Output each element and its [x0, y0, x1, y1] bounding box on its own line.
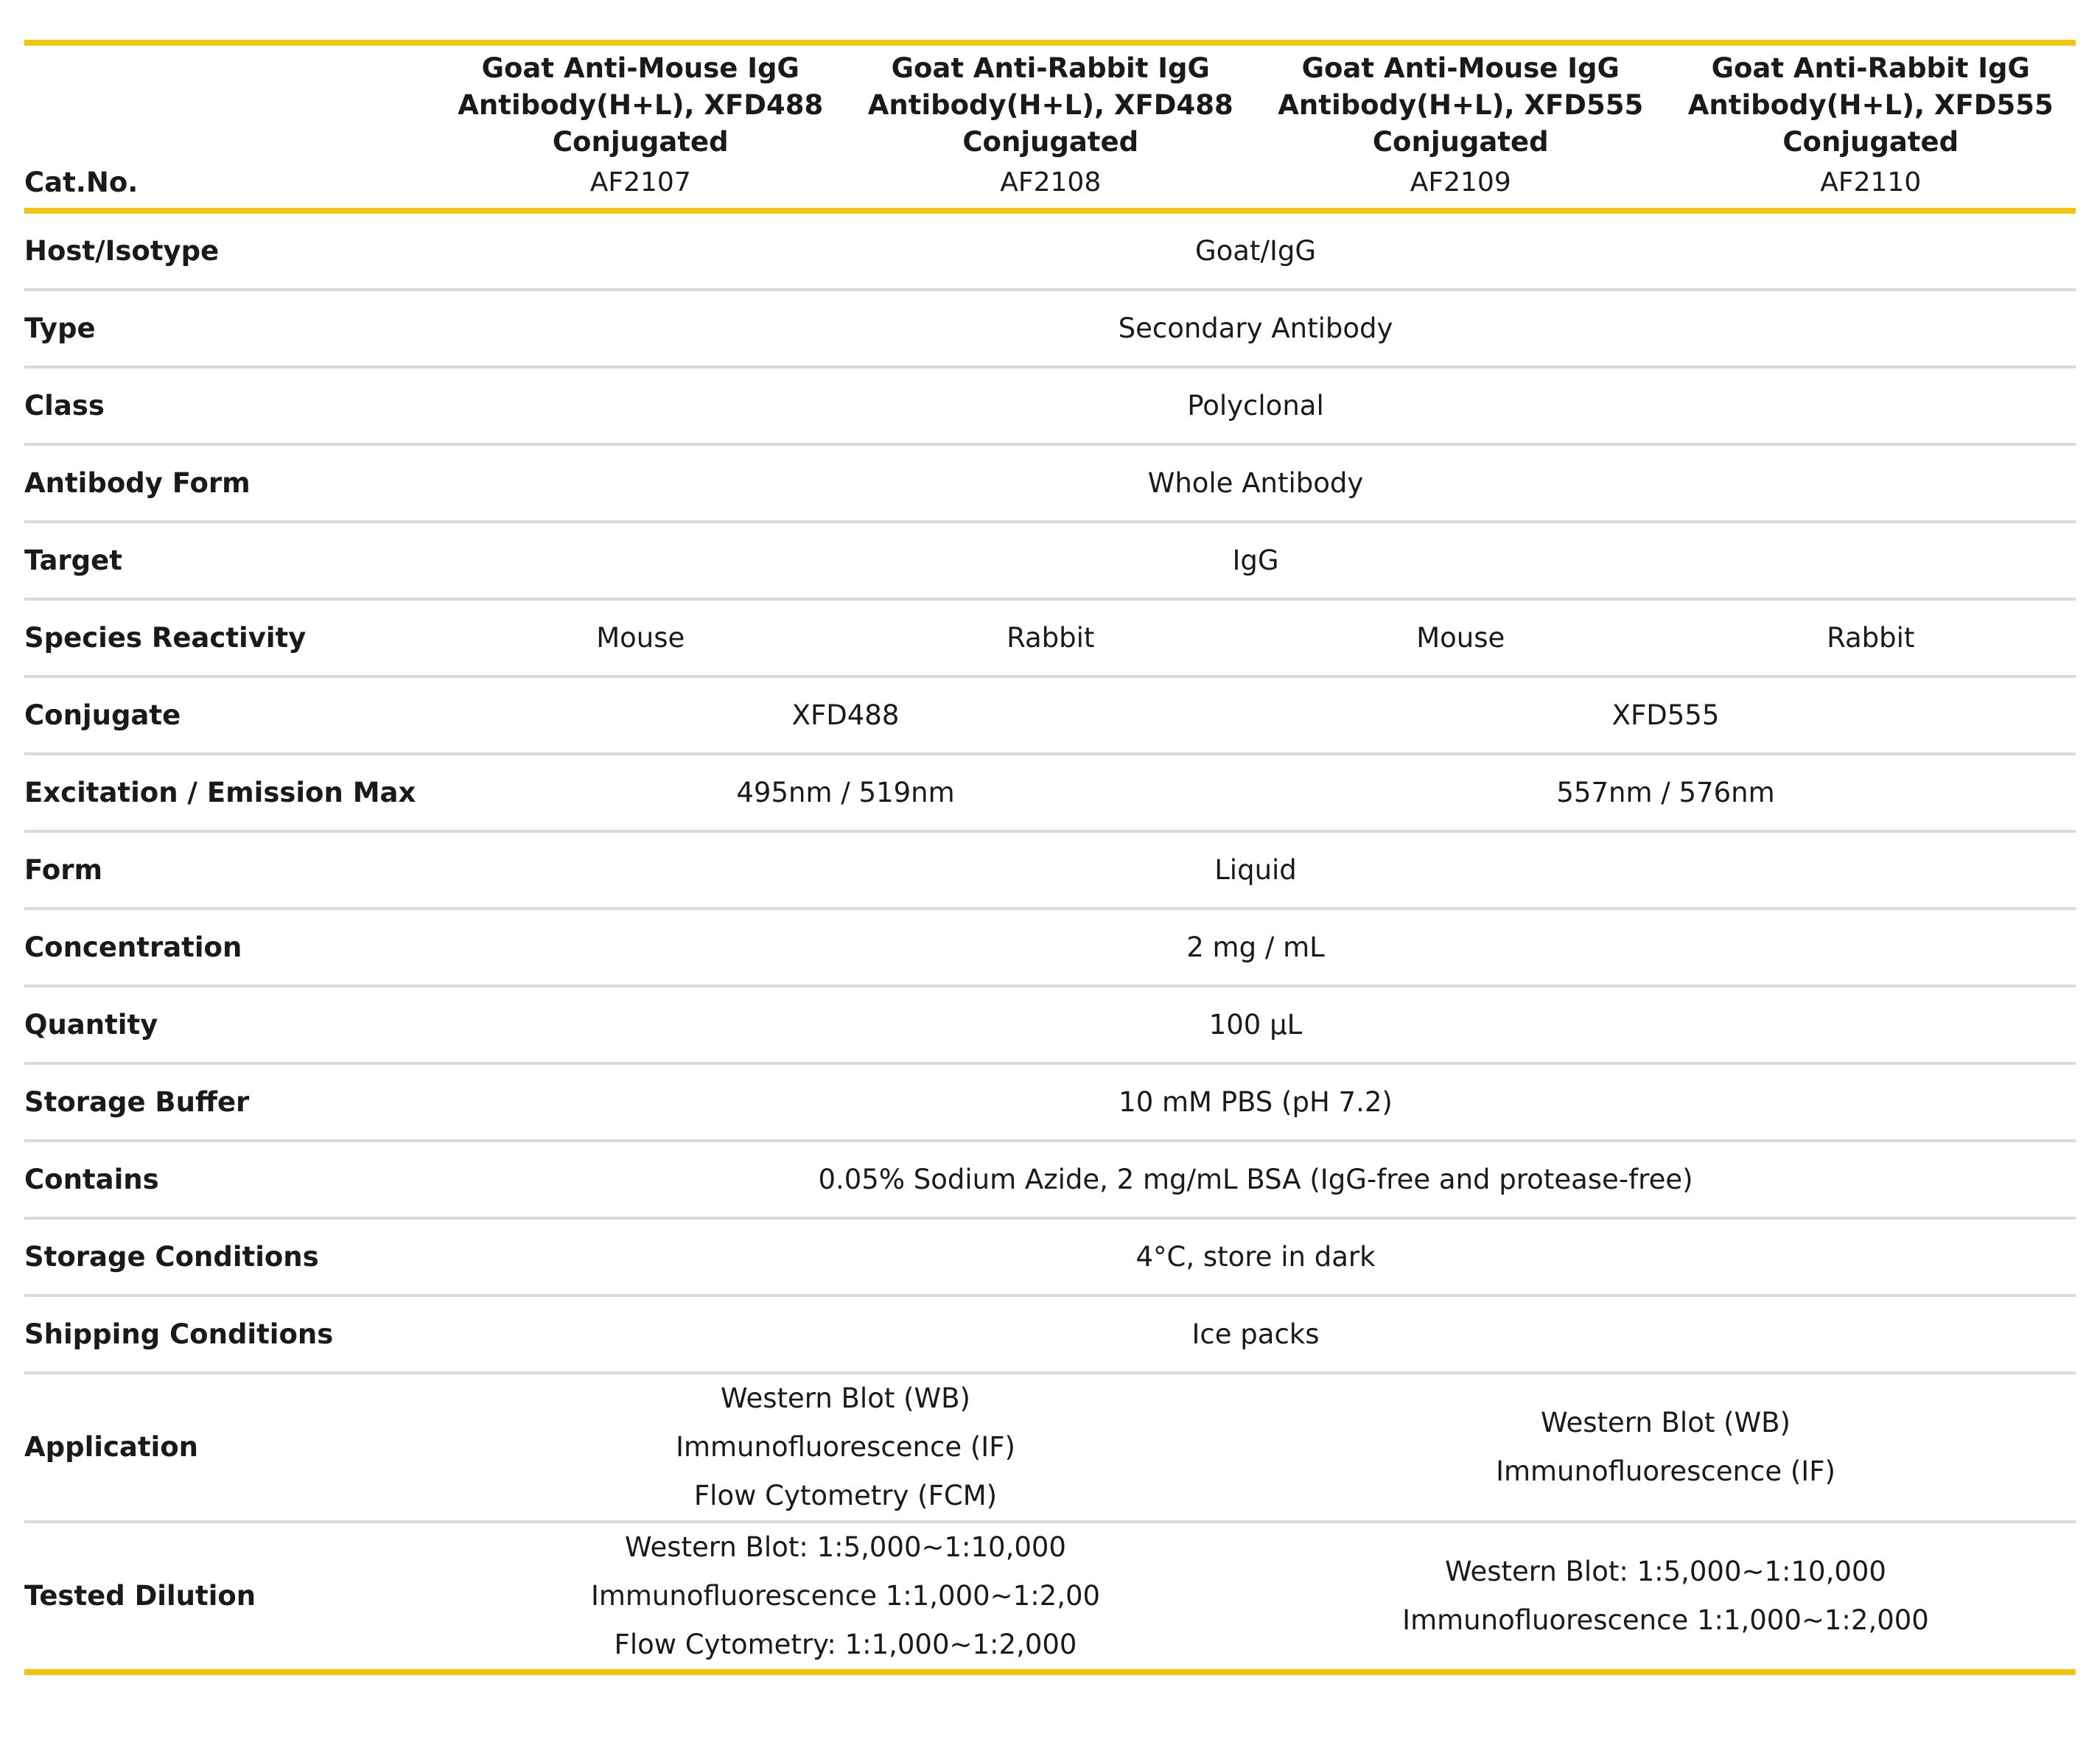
application-item: Western Blot (WB): [721, 1382, 970, 1414]
class-value: Polyclonal: [435, 367, 2076, 444]
table-row: [24, 1063, 2076, 1141]
application-xfd555: [1256, 1373, 2076, 1522]
excitation-emission-xfd488: 495nm / 519nm: [435, 754, 1256, 831]
row-label-quantity: Quantity: [24, 986, 435, 1063]
dilution-item: Immunofluorescence 1:1,000~1:2,000: [1402, 1604, 1929, 1636]
storage-conditions-value: 4°C, store in dark: [435, 1218, 2076, 1296]
quantity-value: 100 µL: [435, 986, 2076, 1063]
row-label-class: Class: [24, 367, 435, 444]
target-value: IgG: [435, 522, 2076, 599]
dilution-item: Western Blot: 1:5,000~1:10,000: [625, 1531, 1066, 1563]
table-row: [24, 1296, 2076, 1373]
table-row: [24, 677, 2076, 754]
table-row: [24, 1141, 2076, 1218]
table-row: [24, 599, 2076, 677]
table-row: [24, 831, 2076, 909]
host-isotype-value: Goat/IgG: [435, 211, 2076, 290]
contains-value: 0.05% Sodium Azide, 2 mg/mL BSA (IgG-free and protease-free): [435, 1141, 2076, 1218]
row-label-concentration: Concentration: [24, 909, 435, 986]
table-row: [24, 444, 2076, 522]
row-label-host-isotype: Host/Isotype: [24, 211, 435, 290]
shipping-conditions-value: Ice packs: [435, 1296, 2076, 1373]
tested-dilution-xfd488: [435, 1522, 1256, 1672]
table-row: [24, 986, 2076, 1063]
table-row: [24, 909, 2076, 986]
species-reactivity-af2109: Mouse: [1256, 599, 1666, 677]
catalog-number-row: [24, 161, 2076, 211]
row-label-shipping-conditions: Shipping Conditions: [24, 1296, 435, 1373]
table-row: [24, 754, 2076, 831]
row-label-application: Application: [24, 1373, 435, 1522]
cat-no-af2107: AF2107: [435, 161, 846, 211]
table-header: [24, 43, 2076, 211]
product-name-af2109: Goat Anti-Mouse IgG Antibody(H+L), XFD555 Conjugated: [1278, 52, 1644, 158]
row-label-type: Type: [24, 290, 435, 367]
table-row: [24, 1373, 2076, 1522]
table-row: [24, 522, 2076, 599]
product-spec-table: [24, 40, 2076, 1675]
form-value: Liquid: [435, 831, 2076, 909]
row-label-form: Form: [24, 831, 435, 909]
table-body: [24, 211, 2076, 1672]
product-name-row: [24, 46, 2076, 161]
header-blank-cell: [24, 46, 435, 161]
table-row: [24, 1218, 2076, 1296]
conjugate-xfd488: XFD488: [435, 677, 1256, 754]
excitation-emission-xfd555: 557nm / 576nm: [1256, 754, 2076, 831]
row-label-storage-conditions: Storage Conditions: [24, 1218, 435, 1296]
cat-no-label: Cat.No.: [24, 161, 435, 211]
row-label-tested-dilution: Tested Dilution: [24, 1522, 435, 1672]
application-item: Immunofluorescence (IF): [676, 1431, 1015, 1463]
cat-no-af2108: AF2108: [846, 161, 1256, 211]
cat-no-af2110: AF2110: [1666, 161, 2076, 211]
row-label-contains: Contains: [24, 1141, 435, 1218]
table-row: [24, 290, 2076, 367]
storage-buffer-value: 10 mM PBS (pH 7.2): [435, 1063, 2076, 1141]
dilution-item: Western Blot: 1:5,000~1:10,000: [1445, 1556, 1886, 1587]
product-name-af2108: Goat Anti-Rabbit IgG Antibody(H+L), XFD488 Conjugated: [867, 52, 1233, 158]
dilution-item: Flow Cytometry: 1:1,000~1:2,000: [614, 1629, 1077, 1660]
species-reactivity-af2110: Rabbit: [1666, 599, 2076, 677]
concentration-value: 2 mg / mL: [435, 909, 2076, 986]
application-item: Immunofluorescence (IF): [1496, 1455, 1835, 1487]
row-label-excitation-emission: Excitation / Emission Max: [24, 754, 435, 831]
application-item: Western Blot (WB): [1541, 1407, 1791, 1438]
product-name-af2110: Goat Anti-Rabbit IgG Antibody(H+L), XFD555 Conjugated: [1687, 52, 2054, 158]
species-reactivity-af2108: Rabbit: [846, 599, 1256, 677]
tested-dilution-xfd555: [1256, 1522, 2076, 1672]
dilution-item: Immunofluorescence 1:1,000~1:2,00: [590, 1580, 1101, 1612]
type-value: Secondary Antibody: [435, 290, 2076, 367]
cat-no-af2109: AF2109: [1256, 161, 1666, 211]
row-label-species-reactivity: Species Reactivity: [24, 599, 435, 677]
application-xfd488: [435, 1373, 1256, 1522]
species-reactivity-af2107: Mouse: [435, 599, 846, 677]
application-item: Flow Cytometry (FCM): [693, 1480, 998, 1511]
table-row: [24, 367, 2076, 444]
table-row: [24, 1522, 2076, 1672]
row-label-target: Target: [24, 522, 435, 599]
row-label-conjugate: Conjugate: [24, 677, 435, 754]
row-label-storage-buffer: Storage Buffer: [24, 1063, 435, 1141]
table-row: [24, 211, 2076, 290]
conjugate-xfd555: XFD555: [1256, 677, 2076, 754]
antibody-form-value: Whole Antibody: [435, 444, 2076, 522]
product-name-af2107: Goat Anti-Mouse IgG Antibody(H+L), XFD488 Conjugated: [458, 52, 824, 158]
row-label-antibody-form: Antibody Form: [24, 444, 435, 522]
